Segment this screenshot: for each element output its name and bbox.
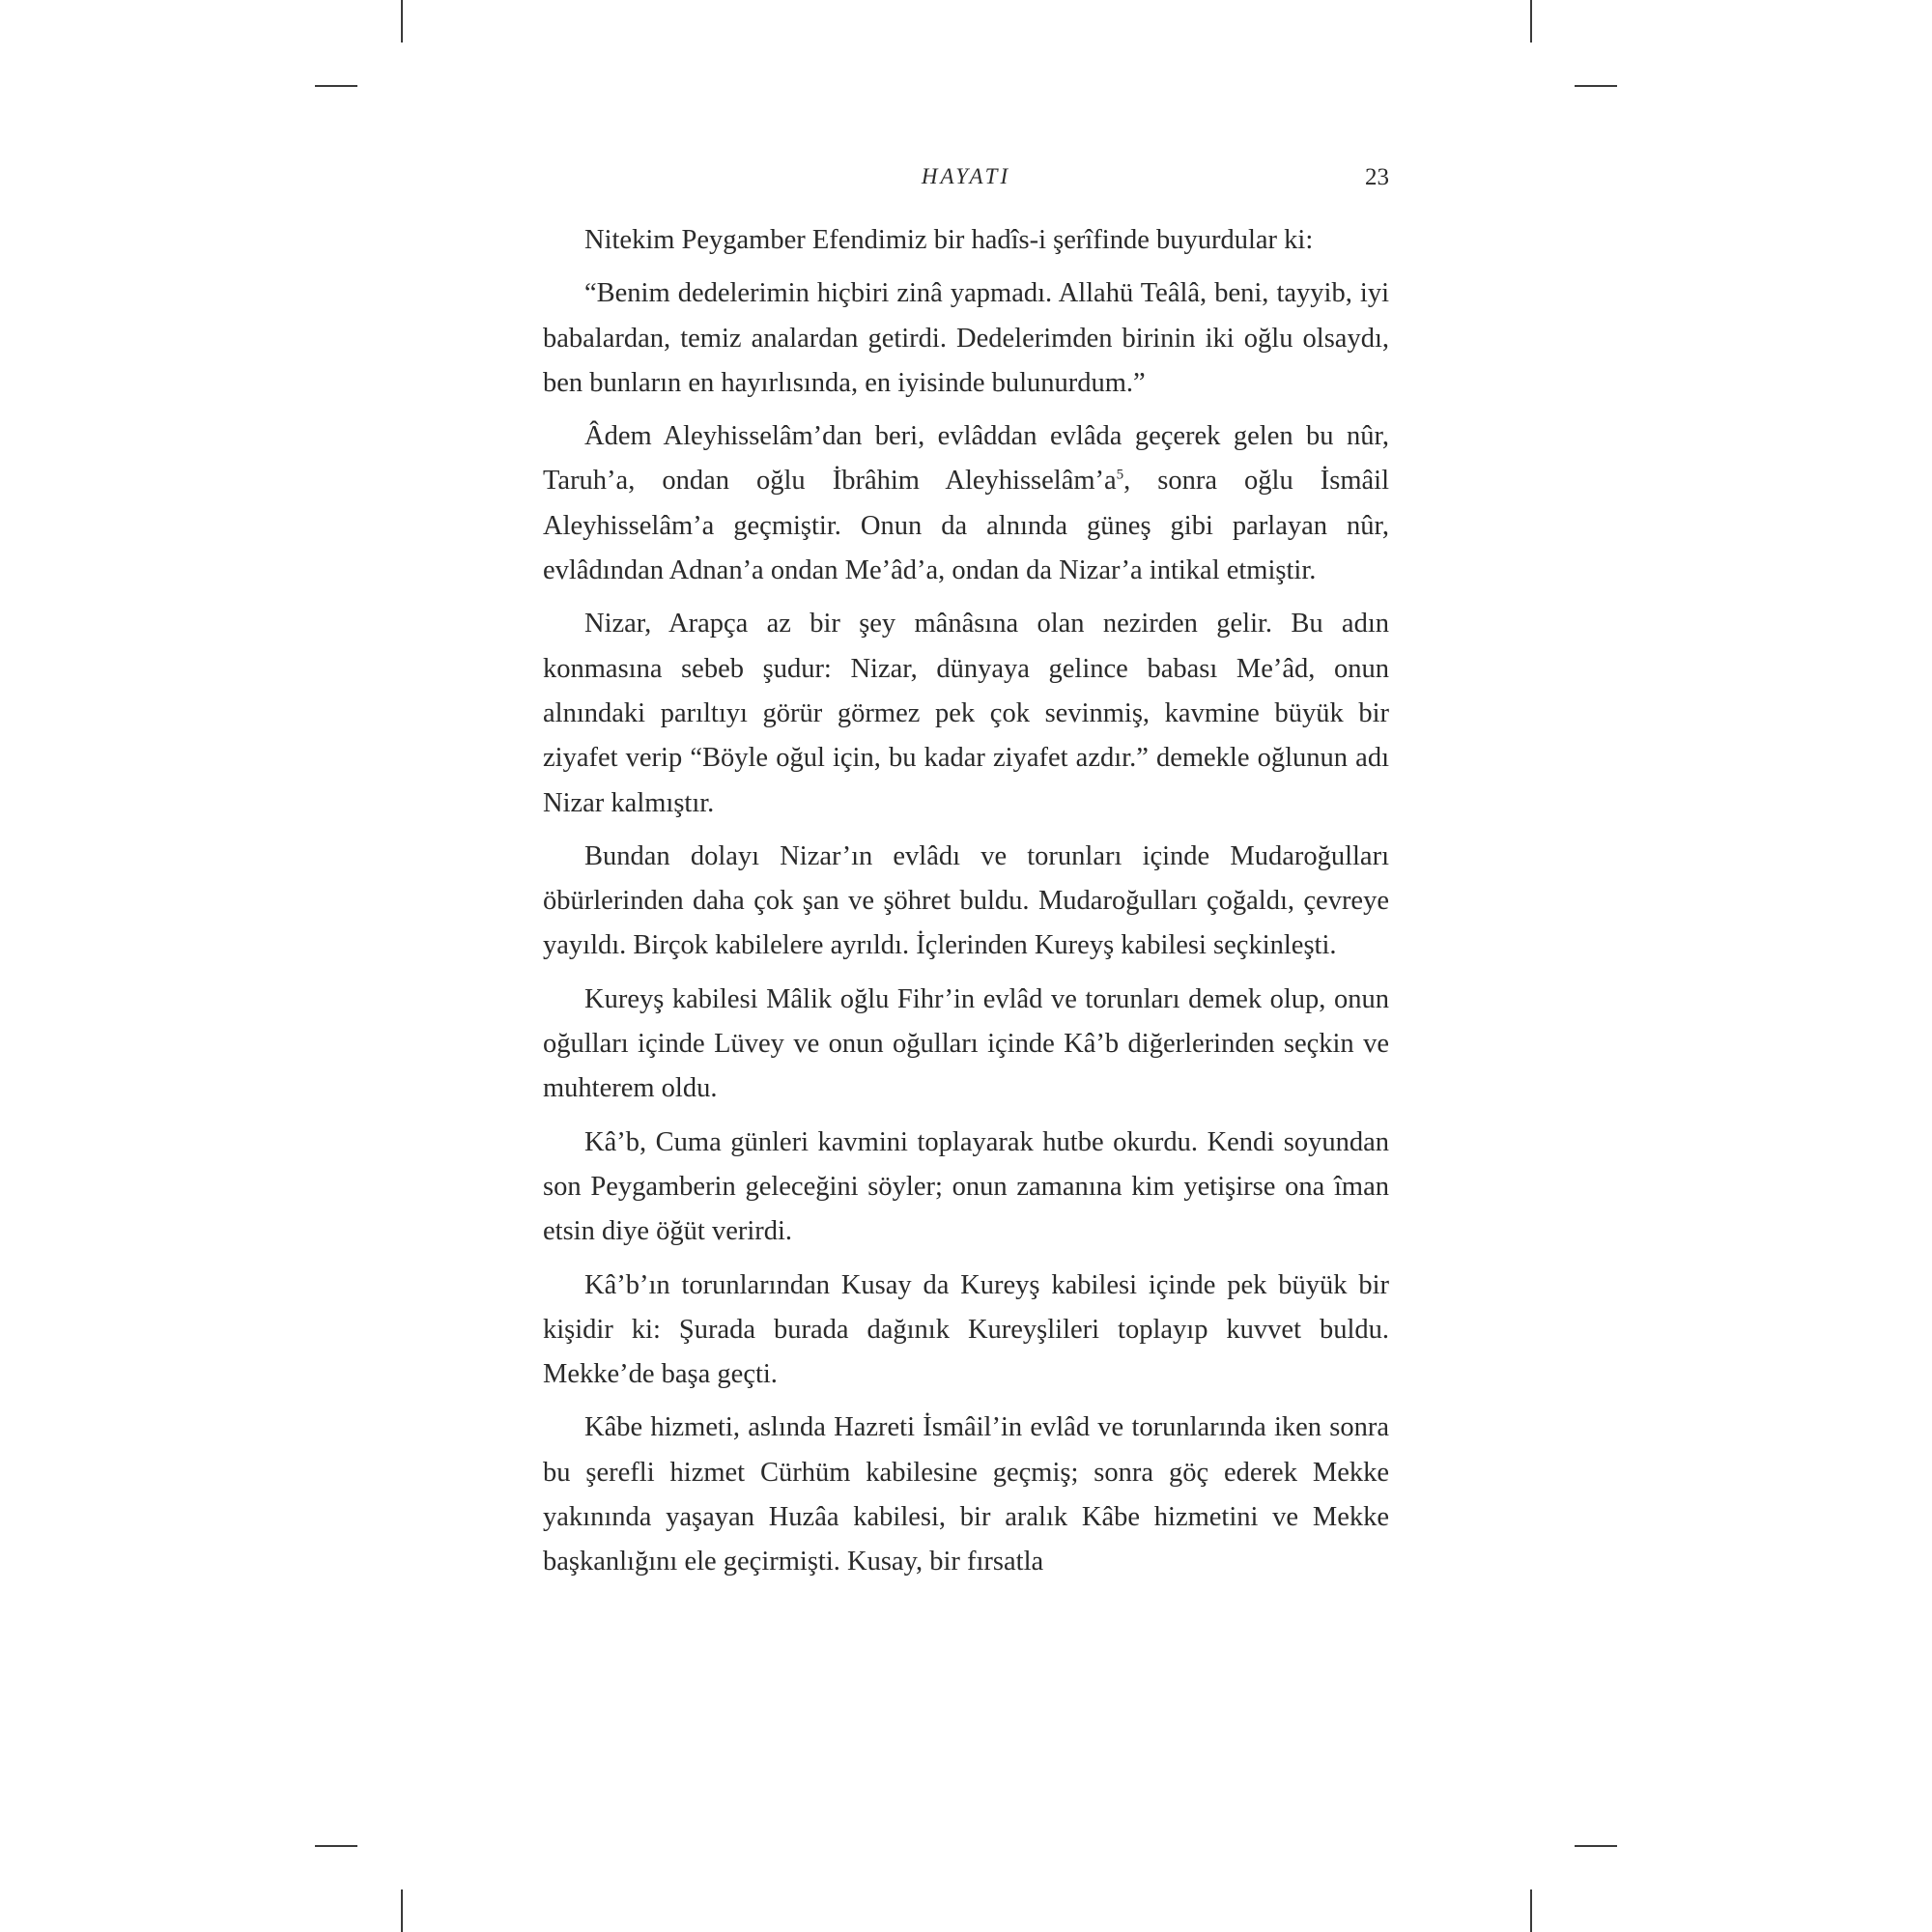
paragraph-3-text-after: , sonra oğlu İsmâil Aleyhisselâm’a geçmiştir. Onun da alnında güneş gibi parlayan nûr, evlâdından Adnan’a ondan Me’âd’a, ondan da Nizar’a intikal etmiştir. [543, 466, 1389, 586]
footnote-reference: 5 [1116, 467, 1124, 483]
body-text [543, 218, 1389, 1594]
paragraph-9: Kâbe hizmeti, aslında Hazreti İsmâil’in evlâd ve torunlarında iken sonra bu şerefli hizmet Cürhüm kabilesine geçmiş; sonra göç ederek Mekke yakınında yaşayan Huzâa kabilesi, bir aralık Kâbe hizmetini ve Mekke başkanlığını ele geçirmişti. Kusay, bir fırsatla [543, 1412, 1389, 1577]
paragraph-6: Kureyş kabilesi Mâlik oğlu Fihr’in evlâd ve torunları demek olup, onun oğulları içinde Lüvey ve onun oğulları içinde Kâ’b diğerlerinden seçkin ve muhterem oldu. [543, 983, 1389, 1104]
crop-mark-bottom-left-vertical [401, 1889, 403, 1932]
paragraph-7: Kâ’b, Cuma günleri kavmini toplayarak hutbe okurdu. Kendi soyundan son Peygamberin geleceğini söyler; onun zamanına kim yetişirse ona îman etsin diye öğüt verirdi. [543, 1126, 1389, 1247]
paragraph-3-text-before: Âdem Aleyhisselâm’dan beri, evlâddan evlâda geçerek gelen bu nûr, Taruh’a, ondan oğlu İbrâhim Aleyhisselâm’a [543, 421, 1389, 497]
paragraph-8: Kâ’b’ın torunlarından Kusay da Kureyş kabilesi içinde pek büyük bir kişidir ki: Şurada burada dağınık Kureyşlileri toplayıp kuvvet buldu. Mekke’de başa geçti. [543, 1269, 1389, 1390]
crop-mark-bottom-right-horizontal [1575, 1845, 1617, 1847]
paragraph-2-quote: “Benim dedelerimin hiçbiri zinâ yapmadı. Allahü Teâlâ, beni, tayyib, iyi babalardan, temiz analardan getirdi. Dedelerimden birinin iki oğlu olsaydı, ben bunların en hayırlısında, en iyisinde bulunurdum.” [543, 278, 1389, 398]
paragraph-3 [543, 414, 1389, 593]
page-header [543, 164, 1389, 203]
crop-mark-top-right-horizontal [1575, 85, 1617, 87]
paragraph-4: Nizar, Arapça az bir şey mânâsına olan nezirden gelir. Bu adın konmasına sebeb şudur: Nizar, dünyaya gelince babası Me’âd, onun alnındaki parıltıyı görür görmez pek çok sevinmiş, kavmine büyük bir ziyafet verip “Böyle oğul için, bu kadar ziyafet azdır.” demekle oğlunun adı Nizar kalmıştır. [543, 609, 1389, 818]
page-number: 23 [1365, 164, 1389, 190]
crop-mark-bottom-left-horizontal [315, 1845, 357, 1847]
crop-mark-top-right-vertical [1530, 0, 1532, 43]
crop-mark-top-left-horizontal [315, 85, 357, 87]
crop-mark-bottom-right-vertical [1530, 1889, 1532, 1932]
paragraph-5: Bundan dolayı Nizar’ın evlâdı ve torunları içinde Mudaroğulları öbürlerinden daha çok şan ve şöhret buldu. Mudaroğulları çoğaldı, çevreye yayıldı. Birçok kabilelere ayrıldı. İçlerinden Kureyş kabilesi seçkinleşti. [543, 840, 1389, 961]
crop-mark-top-left-vertical [401, 0, 403, 43]
running-head: HAYATI [921, 164, 1011, 188]
paragraph-1: Nitekim Peygamber Efendimiz bir hadîs-i şerîfinde buyurdular ki: [584, 225, 1314, 255]
